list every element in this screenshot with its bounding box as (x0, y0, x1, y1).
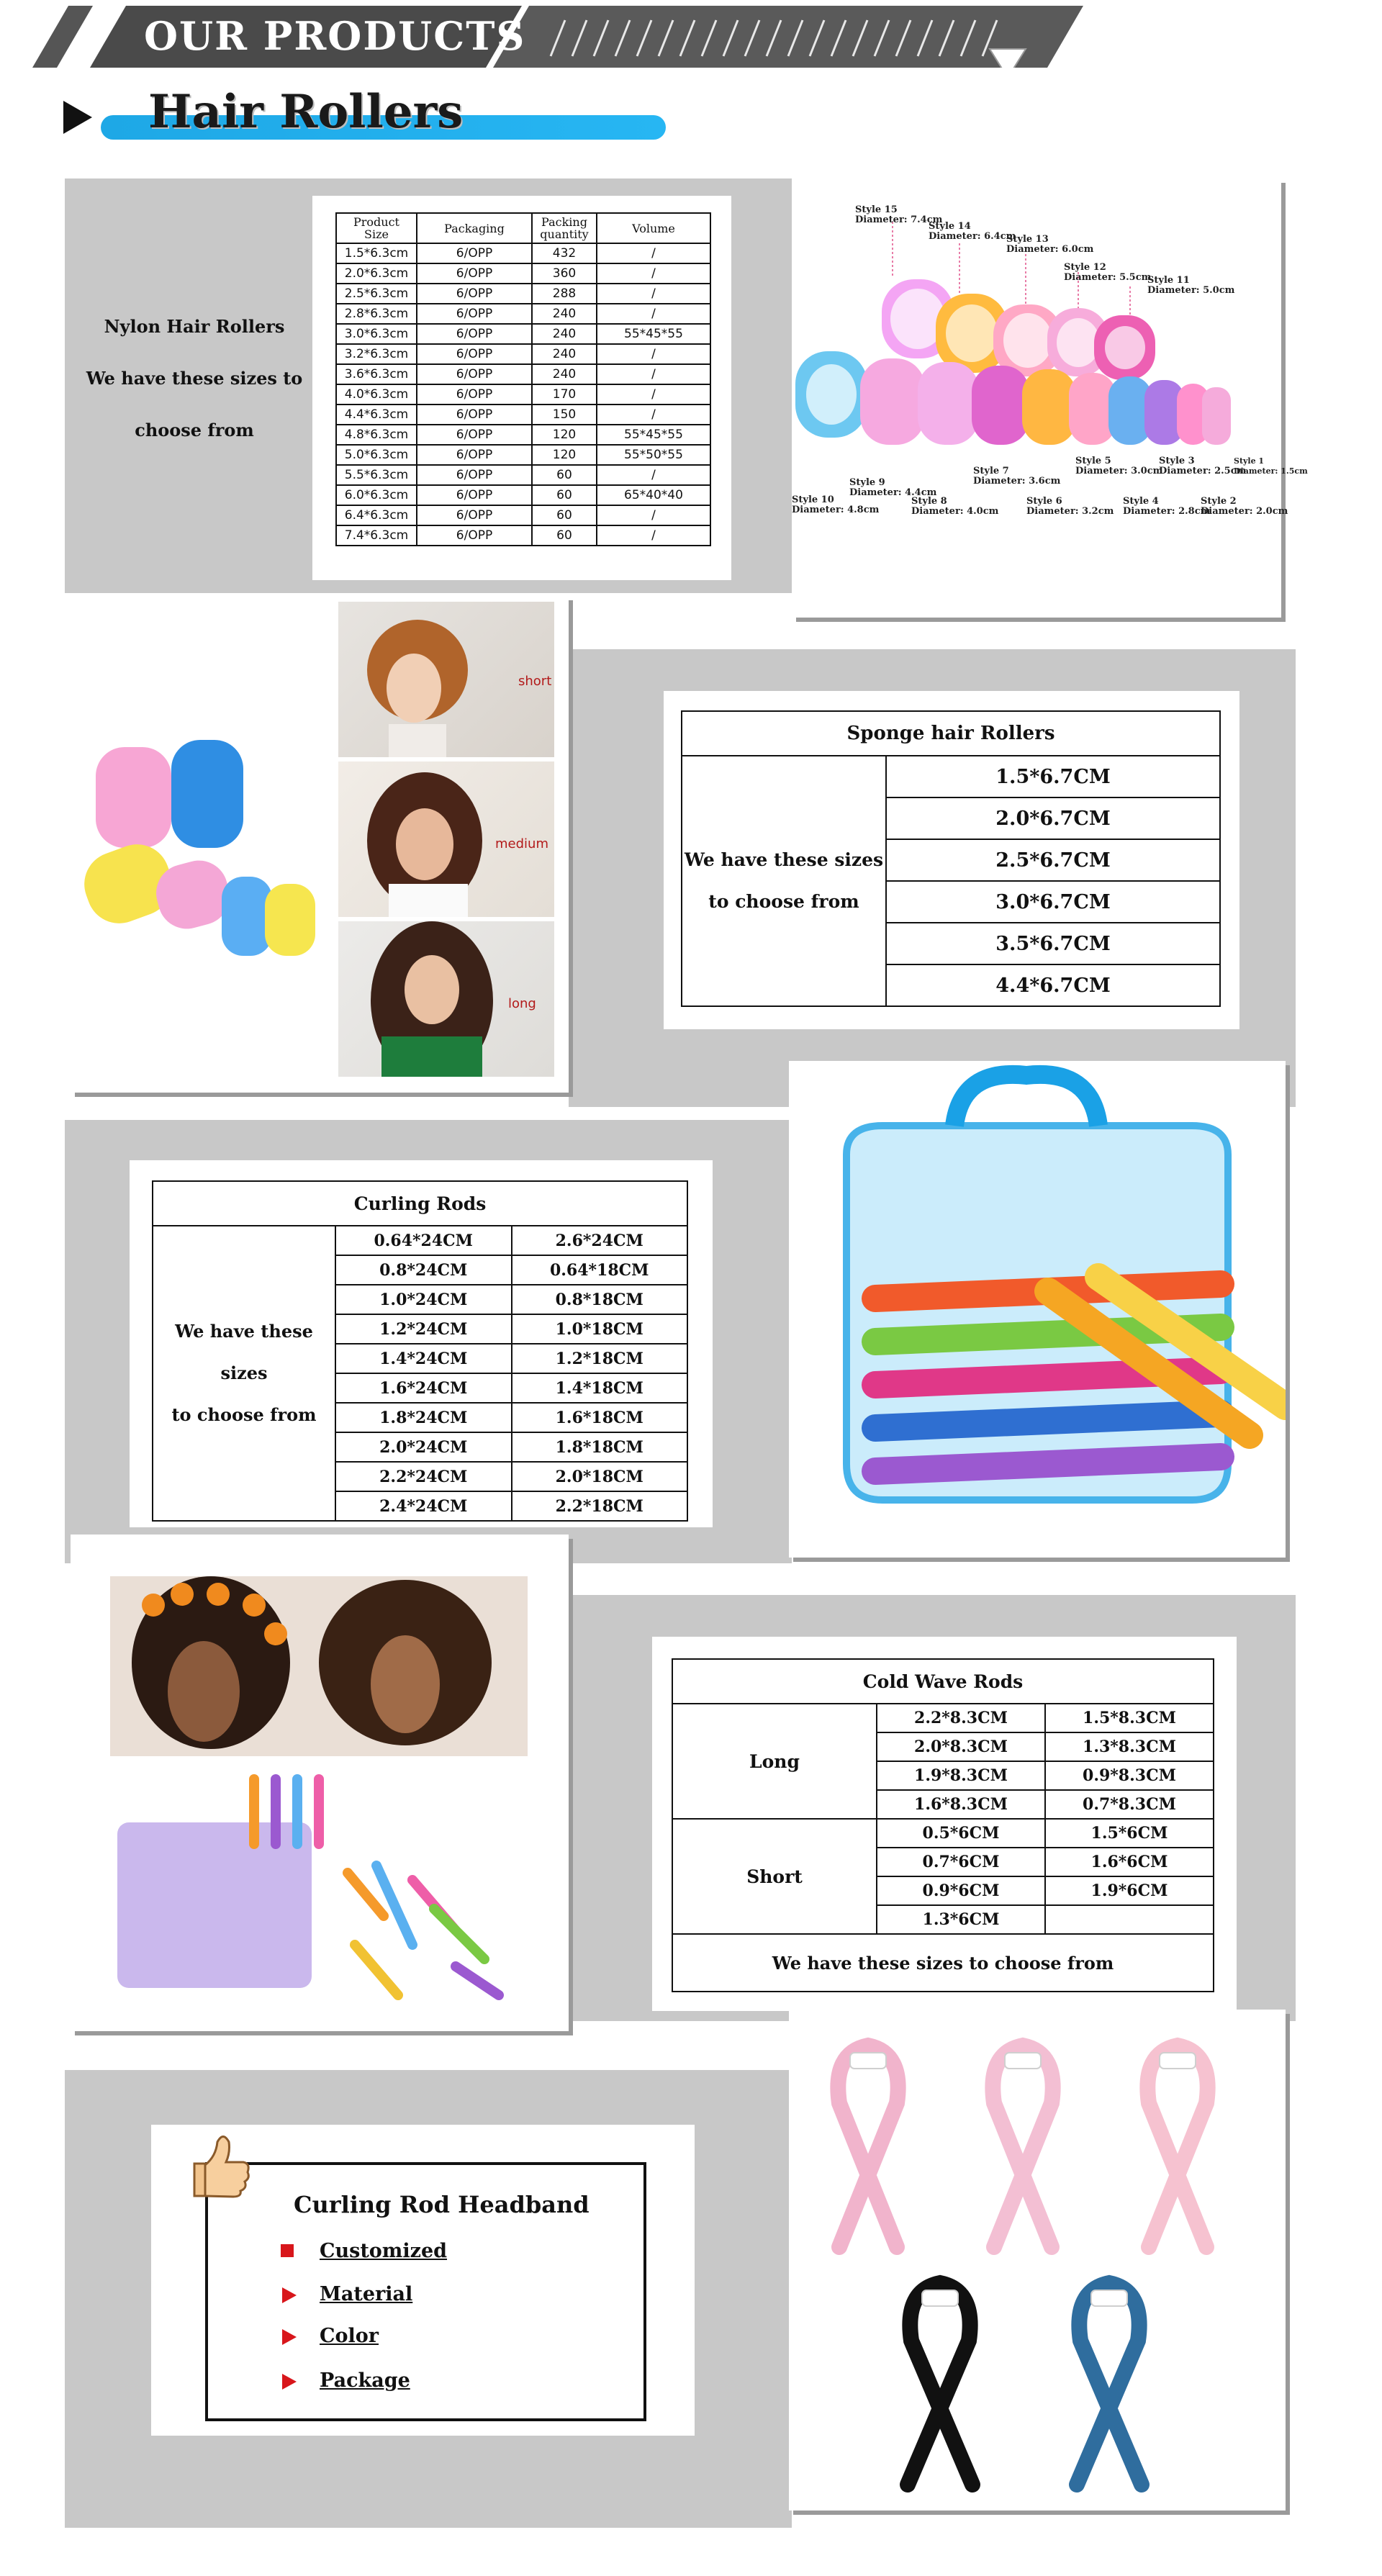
headband-illustration (789, 2010, 1286, 2511)
nylon-side-line: choose from (135, 420, 254, 440)
table-cell: 240 (532, 364, 597, 384)
table-cell: 55*45*55 (597, 425, 710, 445)
table-cell: 5.5*6.3cm (336, 465, 417, 485)
nylon-side-line: Nylon Hair Rollers (104, 316, 285, 337)
table-cell: 432 (532, 243, 597, 263)
table-cell: 120 (532, 425, 597, 445)
table-cell: / (597, 344, 710, 364)
style-diameter: Diameter: 5.5cm (1064, 272, 1152, 283)
style-diameter: Diameter: 2.0cm (1201, 506, 1288, 517)
table-cell: 6/OPP (417, 425, 532, 445)
style-label (1201, 497, 1288, 517)
table-cell: / (597, 405, 710, 425)
table-cell: 3.0*6.3cm (336, 324, 417, 344)
table-cell: 1.9*6CM (1045, 1876, 1214, 1905)
table-row (672, 1819, 1214, 1848)
style-diameter: Diameter: 6.4cm (929, 231, 1016, 242)
sponge-hair-card (71, 596, 569, 1093)
style-name: Style 1 (1234, 456, 1265, 466)
table-cell: 2.0*18CM (512, 1462, 688, 1491)
table-row (336, 263, 710, 284)
style-label (1064, 263, 1151, 283)
table-cell: / (597, 263, 710, 284)
table-cell: 3.6*6.3cm (336, 364, 417, 384)
sponge-title: Sponge hair Rollers (682, 711, 1220, 756)
style-name: Style 4 (1123, 496, 1159, 507)
play-arrow-icon (63, 101, 92, 134)
short-label: short (518, 674, 552, 689)
sponge-side-line: to choose from (708, 891, 859, 912)
cold-wave-rods-photo (110, 1758, 528, 2017)
triangle-bullet-icon (282, 2329, 297, 2345)
table-cell: / (597, 243, 710, 263)
table-cell: 6/OPP (417, 405, 532, 425)
table-cell: 1.2*18CM (512, 1344, 688, 1373)
table-cell: 2.0*24CM (335, 1432, 512, 1462)
coldwave-photo-card (71, 1535, 569, 2031)
thumbs-up-icon (180, 2128, 252, 2200)
col-header: Product Size (336, 213, 417, 243)
table-row (336, 465, 710, 485)
table-cell: 6/OPP (417, 525, 532, 546)
style-name: Style 8 (911, 496, 947, 507)
table-row (336, 364, 710, 384)
medium-label: medium (495, 836, 548, 851)
curling-title: Curling Rods (153, 1181, 687, 1226)
headband-item-package: Package (320, 2369, 410, 2392)
table-cell: 3.2*6.3cm (336, 344, 417, 364)
table-cell: 5.0*6.3cm (336, 445, 417, 465)
table-row (336, 304, 710, 324)
style-diameter: Diameter: 3.6cm (973, 476, 1061, 487)
table-cell: / (597, 364, 710, 384)
table-cell: 1.5*6CM (1045, 1819, 1214, 1848)
style-name: Style 14 (929, 221, 971, 232)
nylon-size-table (335, 212, 711, 546)
table-cell: 240 (532, 304, 597, 324)
table-cell: / (597, 525, 710, 546)
square-bullet-icon (281, 2244, 294, 2257)
headband-product-image (789, 2010, 1286, 2511)
table-row (336, 324, 710, 344)
col-header: Volume (597, 213, 710, 243)
table-row (336, 384, 710, 405)
table-cell: 0.9*8.3CM (1045, 1761, 1214, 1790)
curling-side-line: to choose from (171, 1404, 317, 1425)
style-diameter: Diameter: 4.0cm (911, 506, 999, 517)
table-cell: 0.64*18CM (512, 1255, 688, 1285)
table-row (336, 445, 710, 465)
style-diameter: Diameter: 6.0cm (1006, 244, 1094, 255)
table-cell: 1.4*24CM (335, 1344, 512, 1373)
style-diameter: Diameter: 3.0cm (1075, 466, 1163, 476)
table-cell: 2.2*24CM (335, 1462, 512, 1491)
style-label (973, 466, 1060, 487)
curling-size-table (152, 1180, 688, 1522)
sponge-side-line: We have these sizes (684, 849, 884, 870)
style-label (1147, 276, 1234, 296)
style-diameter: Diameter: 2.8cm (1123, 506, 1211, 517)
table-cell: 6/OPP (417, 243, 532, 263)
table-cell: 6/OPP (417, 465, 532, 485)
style-diameter: Diameter: 3.2cm (1026, 506, 1114, 517)
style-diameter: Diameter: 1.5cm (1234, 466, 1308, 476)
table-cell: 1.3*6CM (877, 1905, 1045, 1934)
table-cell: / (597, 384, 710, 405)
curling-side-text (153, 1226, 335, 1521)
table-cell: 4.8*6.3cm (336, 425, 417, 445)
style-diameter: Diameter: 4.4cm (849, 487, 937, 498)
coldwave-size-table (672, 1658, 1214, 1992)
table-row (336, 344, 710, 364)
sponge-rollers-illustration (71, 596, 322, 1093)
table-cell: 6/OPP (417, 505, 532, 525)
style-diameter: Diameter: 2.5cm (1159, 466, 1247, 476)
style-diameter: Diameter: 4.8cm (792, 505, 880, 515)
table-cell: 1.0*18CM (512, 1314, 688, 1344)
table-cell: 1.3*8.3CM (1045, 1732, 1214, 1761)
table-cell: 0.9*6CM (877, 1876, 1045, 1905)
sponge-size: 3.5*6.7CM (886, 923, 1220, 964)
coldwave-title: Cold Wave Rods (672, 1659, 1214, 1704)
table-cell (1045, 1905, 1214, 1934)
headband-item-material: Material (320, 2283, 413, 2305)
table-cell: 0.8*24CM (335, 1255, 512, 1285)
table-cell: 7.4*6.3cm (336, 525, 417, 546)
table-cell: 60 (532, 485, 597, 505)
table-cell: 60 (532, 525, 597, 546)
table-cell: / (597, 284, 710, 304)
table-cell: 170 (532, 384, 597, 405)
table-cell: / (597, 304, 710, 324)
table-cell: 6.4*6.3cm (336, 505, 417, 525)
table-cell: 1.6*8.3CM (877, 1790, 1045, 1819)
table-cell: 1.6*18CM (512, 1403, 688, 1432)
table-cell: 6/OPP (417, 304, 532, 324)
headband-item-color: Color (320, 2325, 379, 2347)
table-cell: 120 (532, 445, 597, 465)
table-cell: 0.8*18CM (512, 1285, 688, 1314)
table-cell: 1.2*24CM (335, 1314, 512, 1344)
coldwave-group-label: Short (672, 1819, 877, 1934)
style-label (1123, 497, 1210, 517)
table-cell: 360 (532, 263, 597, 284)
table-cell: 6/OPP (417, 344, 532, 364)
style-label (792, 495, 879, 515)
table-row (336, 243, 710, 263)
table-cell: 6/OPP (417, 263, 532, 284)
section-title: Hair Rollers (148, 85, 464, 139)
triangle-bullet-icon (282, 2287, 297, 2303)
style-name: Style 12 (1064, 262, 1106, 273)
table-cell: 2.6*24CM (512, 1226, 688, 1255)
table-cell: 0.7*6CM (877, 1848, 1045, 1876)
table-cell: 2.0*8.3CM (877, 1732, 1045, 1761)
style-label (1234, 456, 1308, 476)
style-name: Style 15 (855, 204, 898, 215)
table-cell: 2.0*6.3cm (336, 263, 417, 284)
table-row (336, 425, 710, 445)
table-cell: 2.8*6.3cm (336, 304, 417, 324)
style-name: Style 2 (1201, 496, 1237, 507)
sponge-size: 1.5*6.7CM (886, 756, 1220, 797)
headband-title: Curling Rod Headband (294, 2191, 590, 2218)
style-name: Style 6 (1026, 496, 1062, 507)
table-cell: 0.5*6CM (877, 1819, 1045, 1848)
style-name: Style 11 (1147, 275, 1190, 286)
style-label (911, 497, 998, 517)
table-cell: 6/OPP (417, 364, 532, 384)
style-label (849, 478, 936, 498)
table-cell: 150 (532, 405, 597, 425)
style-name: Style 3 (1159, 456, 1195, 466)
table-cell: 1.4*18CM (512, 1373, 688, 1403)
style-diameter: Diameter: 7.4cm (855, 214, 943, 225)
table-cell: 1.6*24CM (335, 1373, 512, 1403)
table-row (336, 525, 710, 546)
nylon-side-line: We have these sizes to (86, 368, 303, 389)
table-cell: 6.0*6.3cm (336, 485, 417, 505)
table-cell: 2.2*8.3CM (877, 1704, 1045, 1732)
table-cell: 240 (532, 344, 597, 364)
table-cell: 1.5*8.3CM (1045, 1704, 1214, 1732)
table-cell: 65*40*40 (597, 485, 710, 505)
table-cell: 1.6*6CM (1045, 1848, 1214, 1876)
col-header: Packing quantity (532, 213, 597, 243)
table-cell: 6/OPP (417, 324, 532, 344)
table-cell: 1.0*24CM (335, 1285, 512, 1314)
col-header: Packaging (417, 213, 532, 243)
style-label (929, 222, 1016, 242)
style-name: Style 7 (973, 466, 1009, 476)
table-cell: 1.5*6.3cm (336, 243, 417, 263)
flexi-rods-illustration (789, 1061, 1286, 1558)
table-cell: 55*50*55 (597, 445, 710, 465)
style-diameter: Diameter: 5.0cm (1147, 285, 1235, 296)
sponge-size: 4.4*6.7CM (886, 964, 1220, 1006)
table-cell: / (597, 505, 710, 525)
coldwave-group-label: Long (672, 1704, 877, 1819)
table-cell: 1.8*18CM (512, 1432, 688, 1462)
table-row (153, 1226, 687, 1255)
table-cell: 60 (532, 465, 597, 485)
style-name: Style 5 (1075, 456, 1111, 466)
table-cell: 240 (532, 324, 597, 344)
sponge-size: 3.0*6.7CM (886, 881, 1220, 923)
table-cell: 0.7*8.3CM (1045, 1790, 1214, 1819)
table-row (336, 284, 710, 304)
curling-side-line: We have these sizes (175, 1321, 313, 1383)
table-cell: 4.4*6.3cm (336, 405, 417, 425)
sponge-size: 2.0*6.7CM (886, 797, 1220, 839)
table-cell: 55*45*55 (597, 324, 710, 344)
flexi-rods-image (789, 1061, 1286, 1558)
sponge-size-table (681, 710, 1221, 1007)
curlers-model-photo (110, 1576, 528, 1756)
style-label (1075, 456, 1162, 476)
table-row (336, 405, 710, 425)
table-cell: 2.5*6.3cm (336, 284, 417, 304)
sponge-size: 2.5*6.7CM (886, 839, 1220, 881)
table-cell: 0.64*24CM (335, 1226, 512, 1255)
sponge-side-text (682, 756, 886, 1006)
table-cell: 1.8*24CM (335, 1403, 512, 1432)
coldwave-footer: We have these sizes to choose from (672, 1934, 1214, 1992)
table-cell: / (597, 465, 710, 485)
style-label (1026, 497, 1114, 517)
triangle-bullet-icon (282, 2374, 297, 2390)
style-name: Style 9 (849, 477, 885, 488)
table-cell: 4.0*6.3cm (336, 384, 417, 405)
table-row (336, 505, 710, 525)
table-cell: 6/OPP (417, 284, 532, 304)
table-cell: 288 (532, 284, 597, 304)
style-name: Style 13 (1006, 234, 1049, 245)
table-cell: 6/OPP (417, 445, 532, 465)
table-cell: 60 (532, 505, 597, 525)
nylon-side-text (72, 301, 317, 456)
table-cell: 2.2*18CM (512, 1491, 688, 1521)
table-cell: 1.9*8.3CM (877, 1761, 1045, 1790)
headband-item-customized: Customized (320, 2240, 448, 2262)
table-row (336, 485, 710, 505)
table-cell: 6/OPP (417, 485, 532, 505)
table-row (672, 1704, 1214, 1732)
table-cell: 2.4*24CM (335, 1491, 512, 1521)
table-cell: 6/OPP (417, 384, 532, 405)
style-name: Style 10 (792, 494, 834, 505)
long-label: long (508, 996, 536, 1011)
style-label (1006, 235, 1093, 255)
page-title: OUR PRODUCTS (144, 13, 526, 59)
